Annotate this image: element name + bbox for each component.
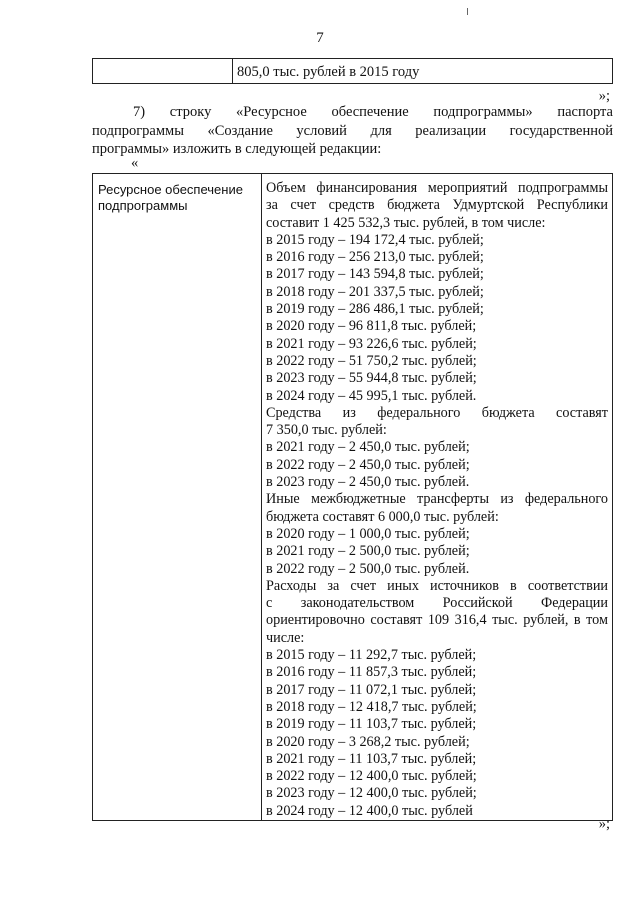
funding-line: с законодательством Российской Федерации: [266, 595, 608, 612]
funding-line: в 2021 году – 11 103,7 тыс. рублей;: [266, 750, 477, 767]
funding-line: Средства из федерального бюджета составят: [266, 404, 608, 421]
closing-quote: »;: [598, 816, 610, 832]
funding-line: в 2019 году – 11 103,7 тыс. рублей;: [266, 716, 477, 733]
funding-line: в 2017 году – 143 594,8 тыс. рублей;: [266, 266, 484, 283]
funding-line: за счет средств бюджета Удмуртской Республики: [266, 197, 608, 214]
paragraph-line: программы» изложить в следующей редакции:: [92, 141, 382, 157]
funding-line: числе:: [266, 629, 305, 646]
amendment-paragraph: [92, 103, 613, 159]
funding-line: в 2016 году – 11 857,3 тыс. рублей;: [266, 664, 477, 681]
funding-line: в 2015 году – 194 172,4 тыс. рублей;: [266, 231, 484, 248]
funding-line: в 2021 году – 2 500,0 тыс. рублей;: [266, 543, 470, 560]
paragraph-line: 7) строку «Ресурсное обеспечение подпрограммы» паспорта: [133, 104, 613, 120]
funding-line: в 2018 году – 12 418,7 тыс. рублей;: [266, 698, 477, 715]
funding-line: в 2020 году – 1 000,0 тыс. рублей;: [266, 525, 470, 542]
funding-line: в 2023 году – 12 400,0 тыс. рублей;: [266, 785, 477, 802]
opening-quote: «: [131, 155, 139, 171]
funding-line: Объем финансирования мероприятий подпрограммы: [266, 180, 608, 196]
resource-table: [92, 173, 613, 821]
funding-line: в 2017 году – 11 072,1 тыс. рублей;: [266, 681, 477, 698]
funding-line: в 2024 году – 12 400,0 тыс. рублей: [266, 802, 473, 819]
funding-line: в 2022 году – 2 500,0 тыс. рублей.: [266, 560, 470, 577]
funding-line: в 2022 году – 2 450,0 тыс. рублей;: [266, 456, 470, 473]
funding-line: в 2021 году – 2 450,0 тыс. рублей;: [266, 439, 470, 456]
funding-line: ориентировочно составят 109 316,4 тыс. рублей, в том: [266, 612, 608, 629]
paragraph-line: подпрограммы «Создание условий для реализации государственной: [92, 122, 613, 139]
funding-line: в 2020 году – 96 811,8 тыс. рублей;: [266, 318, 477, 335]
funding-line: в 2022 году – 51 750,2 тыс. рублей;: [266, 352, 477, 369]
funding-line: в 2024 году – 45 995,1 тыс. рублей.: [266, 387, 477, 404]
resource-content-cell: [262, 174, 613, 821]
scan-mark: [467, 8, 468, 15]
funding-line: в 2020 году – 3 268,2 тыс. рублей;: [266, 733, 470, 750]
label-line: подпрограммы: [98, 198, 188, 213]
funding-line: в 2021 году – 93 226,6 тыс. рублей;: [266, 335, 477, 352]
funding-line: бюджета составят 6 000,0 тыс. рублей:: [266, 508, 499, 525]
top-table-value-cell: 805,0 тыс. рублей в 2015 году: [233, 59, 613, 84]
funding-line: 7 350,0 тыс. рублей:: [266, 422, 387, 439]
page-number: 7: [316, 30, 324, 46]
funding-line: Иные межбюджетные трансферты из федерального: [266, 491, 608, 508]
resource-label-cell: [93, 174, 262, 821]
funding-line: составит 1 425 532,3 тыс. рублей, в том числе:: [266, 214, 546, 231]
label-line: Ресурсное обеспечение: [98, 182, 243, 197]
funding-line: в 2022 году – 12 400,0 тыс. рублей;: [266, 768, 477, 785]
closing-quote: »;: [598, 88, 610, 104]
funding-line: в 2016 году – 256 213,0 тыс. рублей;: [266, 249, 484, 266]
top-table: [92, 58, 613, 84]
funding-line: Расходы за счет иных источников в соответствии: [266, 577, 608, 594]
funding-line: в 2018 году – 201 337,5 тыс. рублей;: [266, 283, 484, 300]
funding-line: в 2019 году – 286 486,1 тыс. рублей;: [266, 301, 484, 318]
funding-line: в 2023 году – 2 450,0 тыс. рублей.: [266, 474, 470, 491]
funding-line: в 2015 году – 11 292,7 тыс. рублей;: [266, 647, 477, 664]
funding-line: в 2023 году – 55 944,8 тыс. рублей;: [266, 370, 477, 387]
top-table-empty-cell: [93, 59, 233, 84]
